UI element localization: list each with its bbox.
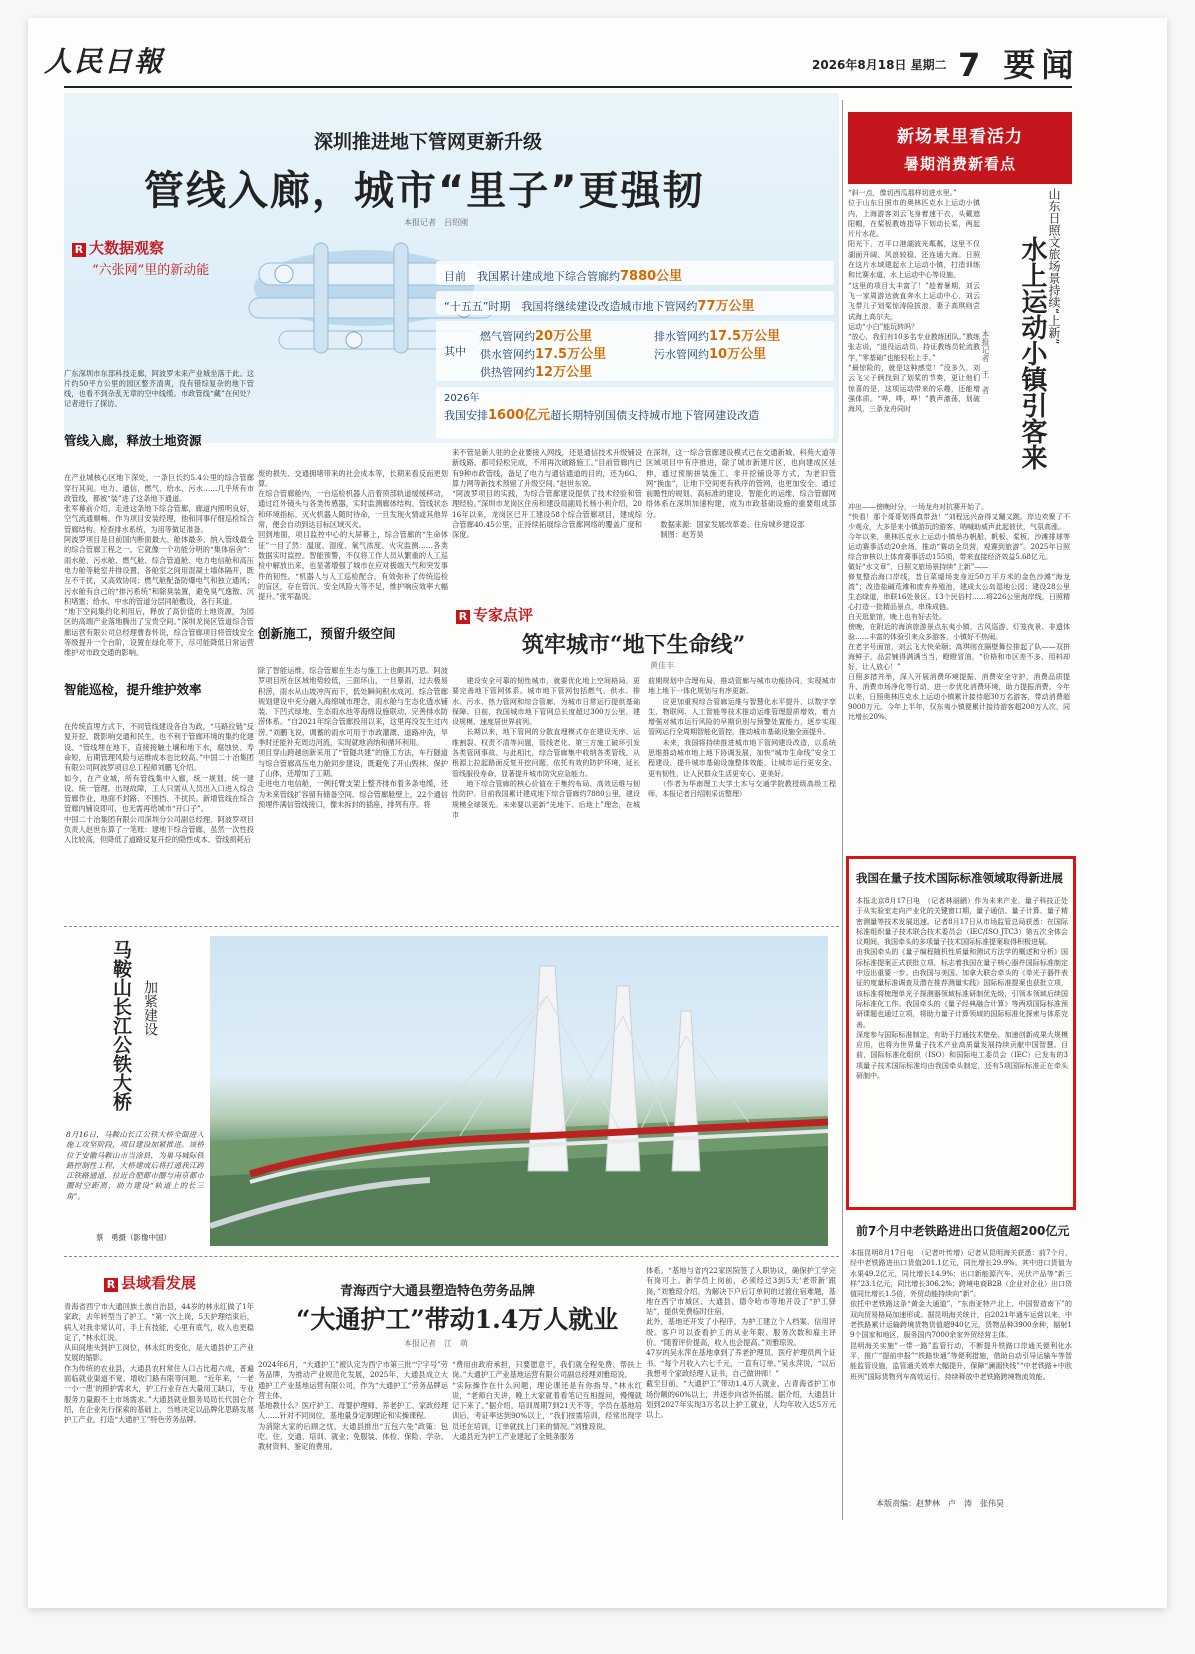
stat-gas: 燃气管网约20万公里 xyxy=(480,329,593,344)
sidebar-body-top: “斜一点，像切西瓜那样切进水里。” 位于山东日照市的奥林匹克水上运动小镇内，上海游客刘云飞身着速干衣，头戴遮阳帽，在桨板教练指导下划动长桨，两起片片水花。 阳光下，万平口港湖波光粼粼，这里不仅湖面开阔、风浪较稳，还连通大海。日照在这片水域建起水上运动小镇，打造训练和比赛水道、水上运动中心等设施。 “这里的项目太丰富了！”趁着暑期，刘云飞一家周游达就直奔水上运动中心，刘云飞带儿子划桨惊涛险拔浪，妻子高琪则尝试海上高尔夫。 运动“小白”能玩转吗？ “放心，我们有10多名专业教练团队。”教练张志说，“退役运动员、持证教练员轮流教学，”零基础”也能轻松上手。” “最惊险的，就是这种感觉！”没多久，刘云飞父子俩找到了划桨的节奏，更让他们惊喜的是，这项运动带来的乐趣，还能增强体质。“哗，哗，哗！”教声激荡，划破海风，三条龙舟同时 xyxy=(848,189,980,414)
section-heading: 创新施工，预留升级空间 xyxy=(258,626,396,642)
county-kicker: 青海西宁大通县塑造特色劳务品牌 xyxy=(340,1284,536,1299)
bridge-photo xyxy=(210,936,828,1246)
r-badge-icon: R xyxy=(104,1278,118,1292)
quantum-body: 本报北京8月17日电 （记者林丽鹂）作为未来产业，量子科技正处于从实验室走向产业化的关键窗口期，量子通信、量子计算、量子精密测量等技术发展迅速。记者8月17日从市场监管总局获悉：在国际标准组织量子技术联合技术委员会（IEC/ISO JTC3）第五次全体会议期间，我国牵头的多项量子技术国际标准提案取得积极进展。 由我国牵头的《量子编程随机性质量和测试方法学的概述和分析》国际标准提案正式获批立项，标志着我国在量子核心器件国际标准制定中迈出重要一步。由我国与美国、加拿大联合牵头的《单光子器件表征的度量标准调查及潜在推荐测量实践》国际标准提案也获批立项，该标准将梳理单光子探测器领域标准研制优先级，引领本领域后续国际标准化工作。我国牵头的《量子经典融合计算》等两项国际标准预研课题也通过立项，将助力量子计算领域的国际标准化探索与体系完善。 深度参与国际标准制定，有助于打通技术壁垒、加速创新成果大规模应用，也将为世界量子技术产业高质量发展持续贡献中国智慧。目前，国际标准化组织（ISO）和国际电工委员会（IEC）已发布的3项量子技术国际标准均由我国牵头制定，还有5项国际标准正在牵头研制中。 xyxy=(856,897,1068,1081)
expert-column-right: 前期规划中合理布局，推动管廊与城市功能协同，实现城市地上地下一体化规划与有序更新。 应更加重视综合管廊运维与智慧化水平提升，以数字孪生、物联网、人工智能等技术推动运维管理提质增效，着力增强对城市运行风险的早期识别与预警处置能力，逐步实现管网运行全周期智能化管控，推动城市基础设施全面提升。 未来，我国将持续推进城市地下管网建设改造，以系统思维推动城市地上地下协调发展，加快“城市生命线”安全工程建设，提升城市基础设施整体效能，让城市运行更安全、更有韧性，让人民群众生活更安心、更美好。 （作者为华南理工大学土木与交通学院教授级高级工程师，本报记者吕绍刚采访整理） xyxy=(648,677,836,799)
data-observation-label: R 大数据观察 xyxy=(72,237,164,258)
issue-date: 2026年8月18日 星期二 xyxy=(812,58,947,72)
stat-sewage: 污水管网约10万公里 xyxy=(654,347,767,362)
quantum-title: 我国在量子技术国际标准领域取得新进展 xyxy=(856,871,1063,885)
lead-column-2: 废的损失、交通拥堵带来的社会成本等，长期来看反而更划算。 在综合管廊舱内，一台巡检机器人沿着顶部轨道缓缓移动，通过红外镜头与各类传感器，实时监测廊体结构、管线状态和环境指标。灭火机器人随时待命，一旦发现火情或其他异常，便会自动到达目标区域灭火。 回到地面，项目监控中心的大屏幕上，综合管廊的“生命体征”一目了然：温度、湿度、氧气浓度、火灾监测……各类数据实时监控。智能预警，不仅将工作人员从繁重的人工巡检中解放出来，也显著增强了城市在应对极端天气和突发事件的韧性。“机器人与人工巡检配合，有效弥补了传统巡检的盲区，存在管沉、安全风险大等不足，维护响应效率大幅提升。”张军磊说。 创新施工，预留升级空间 除了智能运维，综合管廊在生态与施工上也颇具巧思。阿波罗项目所在区域地势较低，三面环山，一旦暴雨，过去极易积涝，雨水从山坡冲泻而下，低处瞬间积水成河。综合管廊规划建设中充分融入海绵城市理念，雨水舱与生态化透水铺装、下凹式绿地、生态雨水池等海绵设施联动，完善排水防涝体系。“自2021年综合管廊投用以来，这里再没发生过内涝。”刘鹏飞说，调蓄的雨水可用于市政灌溉、道路冲洗，旱季时还能补充周边河流，实现就地消纳和循环利用。 项目穿山跨越创新采用了“管隧共建”的施工方法，车行隧道与综合管廊高压电力舱同步建设，既避免了开山毁林、保护了山体，还增加了工期。 走进电力电信舱，一例托臂支架上整齐排布着多条电缆，还为未来管线扩容留有储备空间。综合管廊舱壁上，22个通信预埋件满信管线接口，像未拆封的插座，排列有序。将 xyxy=(258,468,448,809)
bridge-illustration xyxy=(210,936,828,1246)
photo-vertical-subtitle: 加紧建设 xyxy=(142,980,158,1036)
section-heading: 管线入廊，释放土地资源 xyxy=(64,433,202,449)
masthead-rule xyxy=(64,86,1072,88)
section-heading: 智能巡检，提升维护效率 xyxy=(64,682,202,698)
county-label: R 县域看发展 xyxy=(104,1272,196,1293)
r-badge-icon: R xyxy=(456,610,470,624)
page-label xyxy=(958,40,1079,86)
sidebar-vertical-kicker: 山东日照文旅场景持续“上新” xyxy=(1047,188,1061,345)
lead-column-4: 在深圳，这一综合管廊建设模式已在交通新城、科苑大道等区域项目中有序推进，除了城市新建片区，也向建成区延伸，通过预制拼装施工、非开挖铺设等方式，为老旧管网“换血”，让地下空间更有秩序的管网，也更加安全。通过前瞻性的规划、高标准的建设、智能化的运维，综合管廊网络体系在深圳加速构建，成为市政基础设施的重要组成部分。 数据来源：国家发展改革委、住房城乡建设部 制图：赵芳昊 xyxy=(646,448,836,540)
photo-credit: 蔡 勇摄（影像中国） xyxy=(96,1233,171,1242)
stat-drainage: 排水管网约17.5万公里 xyxy=(654,329,781,344)
data-observation-subtitle: “六张网”里的新动能 xyxy=(92,263,210,278)
photo-vertical-title: 马鞍山长江公铁大桥 xyxy=(110,940,132,1111)
county-title: “大通护工”带动1.4万人就业 xyxy=(296,1305,619,1334)
stat-plan: 2026年 我国安排1600亿元超长期特别国债支持城市地下管网建设改造 xyxy=(436,387,834,439)
county-column-4: 体系。“基地与省内22家医院签了入职协议，确保护工学完有岗可上。新学员上岗前，必须经过3到5天‘老带新’跟岗，”刘雅琼介绍。为解决下户后订单间的过渡住宿难题，基地在西宁市城区、大通县、德令哈市等地开设了“护工驿站”，提供免费临时住宿。 此外，基地还开发了小程序，为护工建立个人档案、信用评级。客户可以查看护工的从业年限、服务次数和雇主评价。“随着评价提高，收入也会提高。”刘雅琼说。 47岁的吴永萍在基地拿到了养老护理员、医疗护理员两个证书。“每个月收入六七千元，一直有订单。”吴永萍说，“以后我想考个家政经理人证书，自己做讲师！” 截至目前，“大通护工”带动1.4万人就业，占青海省护工市场份额的60%以上，并逐步向省外拓展。据介绍，大通县计划到2027年实现3万名以上护工就业，人均年收入达5万元以上。 xyxy=(646,1266,836,1420)
sidebar-banner: 新场景里看活力 暑期消费新看点 xyxy=(848,112,1072,184)
railway-title: 前7个月中老铁路进出口货值超200亿元 xyxy=(856,1224,1070,1238)
county-byline: 本报记者 江 萌 xyxy=(404,1339,468,1348)
photo-caption: 8月16日，马鞍山长江公铁大桥全面进入施工攻坚阶段，项目建设加紧推进。该桥位于安徽马鞍山市当涂县，为巢马城际铁路控制性工程，大桥建成后将打通我江跨江铁路通道，拉近合肥都市圈与南京都市圈时空距离，助力建设“轨道上的长三角”。 xyxy=(66,1130,204,1201)
lead-kicker: 深圳推进地下管网更新升级 xyxy=(314,131,543,153)
divider xyxy=(64,926,839,927)
railway-body: 本报昆明8月17日电 （记者叶传增）记者从昆明海关获悉：前7个月，经中老铁路进出口货值201.1亿元，同比增长29.9%。其中进口货值为水果49.2亿元，同比增长14.9%；出口新能源汽车、光伏产品等“新三样”23.1亿元，同比增长306.2%；跨境电商B2B（企业对企业）出口货值同比增长1.5倍，外贸动能持续向“新”。 依托中老铁路这条“黄金大通道”，“东南亚特产北上、中国智造南下”的双向贸易格局加速形成。据昆明海关统计，自2021年通车运营以来，中老铁路累计运输跨境货物货值超940亿元，货物品种3900余种，辐射19个国家和地区，服务国内7000余家外贸经营主体。 昆明海关实施“一带一路”监管行动，不断提升铁路口岸通关便利化水平，推广“提前申报”“铁路快通”等便利措施，借助自动引导运输车等智能监管设施，监管通关效率大幅提升，保障“澜湄快线”“中老铁路+中欧班列”国际货物列车高效运行，持续释放中老铁路跨境物流效能。 xyxy=(850,1249,1072,1381)
column-rule xyxy=(842,100,843,1520)
county-column-3: “费用由政府承担，只要愿意干，我们就全程免费、帮扶上岗。”大通护工产业基地运营有限公司副总经理刘雅琼说。 “实际操作在什么问题，理论课还是有你指导。”林永红说，“老师白天讲，晚上大家就着看笔记互相提问，慢慢就记下来了。”据介绍，培训周期7到21天不等，学员在基地培训后，考证率达到90%以上，“我们按需培训，经常出现学员还在培训，订单就找上门来的情况。”刘雅琼说。 大通县近为护工产业建起了全链条服务 xyxy=(452,1360,642,1442)
expert-label: R 专家点评 xyxy=(456,604,533,625)
lead-column-3: 来不管是新人驻的企业要接入网线，还是通信技术升级铺设新线路，都可轻松完成，不用再次破路施工。”目前管廊内已有9种市政管线，备足了电力与通信通道的目的，还为6G、算力网等新技术预留了升级空间。”赵世东说。 “阿波罗项目的实践，为综合管廊建设提供了技术经验和管理经验。”深圳市龙岗区住房和建设局副局长杨小利介绍，2016年以来，龙岗区已开工建设58个综合管廊项目，建成综合管廊40.45公里，正持续拓展综合管廊网络的覆盖广度和深度。 xyxy=(452,448,642,540)
stat-breakdown: 其中 燃气管网约20万公里 排水管网约17.5万公里 供水管网约17.5万公里 污水管网约10万公里 供热管网约12万公里 xyxy=(436,321,834,381)
sidebar-body-bottom: 冲出——傍晚时分，一场龙舟对抗赛开始了。 “快看！那个哥哥划得真带劲！”刘程远兴奋得又蹦又跳。岸边欢聚了不少观众，大多是来小镇游玩的游客，呐喊助威声此起彼伏，气氛高涨。 今年以来，奥林匹克水上运动小镇举办帆船、帆板、桨板、沙滩排球等运动赛事活动20余场，推动“赛动全员营，观赛到旅游”。2025年日照综合审核以上体育赛事活动155项，带来直接经济效益5.68亿元。 做好“水文章”，日照文旅场景持续“上新”—— 修复整治海口岸线，昔日菜墟场变身近50万平方米的金色沙滩“海龙湾”；改造盐碱荒滩和废弃养殖池，建成太公岛湿地公园；建设28公里生态绿道，串联16处景区、13个民俗村……将226公里海岸线，日照精心打造一批精品景点，串珠成链。 白天逛旅馆，晚上也有好去处。 傍晚，在附近的海滨旅游景点东夷小镇，古风巡游、灯笼夜景、非遗体验……丰富的体验引来众多游客，小镇好不热闹。 在老字号面馆，刘云飞大快朵颐；高琪则在隔壁舞位排起了队——双拼海鲜子，品尝铺得满满当当，瞪瞪冒油，“价格和市区差不多，用料却好，让人放心！” 日照多措并举，深入开展消费环境提振、消费安全守护、消费品质提升、消费市场净化等行动，进一步优化消费环境，助力提振消费。今年以来，日照奥林匹克水上运动小镇累计接待超30万名游客，带动消费超9000万元。今年上半年，仅东夷小镇便累计接待游客超200万人次，同比增长20%。 xyxy=(848,503,1070,721)
county-column-2: 2024年6月，“大通护工”被认定为西宁市第三批“宁字号”劳务品牌，为推动产业规范化发展，2025年，大通县成立大通护工产业基地运营有限公司，作为“大通护工”劳务品牌运营主体。 基地教什么？医疗护工、母婴护理师、养老护工、家政经理人……针对不同岗位，基地量身定制理论和实操课程。 为消除大家的后顾之忧，大通县推出“五包六免”政策：包吃、住、交通、培训、就业；免服装、体检、保险、学杂、教材资料、鉴定的费用。 xyxy=(258,1360,448,1452)
expert-title: 筑牢城市“地下生命线” xyxy=(522,632,746,658)
expert-author: 黄佳丰 xyxy=(650,661,674,670)
stat-row-2: “十五五”时期 我国将继续建设改造城市地下管网约77万公里 xyxy=(436,291,834,315)
sidebar-byline: 本报记者 王 者 xyxy=(981,330,990,394)
newspaper-logo: 人民日報 xyxy=(44,45,165,78)
page-number: 7 xyxy=(958,46,987,84)
stat-heating: 供热管网约12万公里 xyxy=(480,365,593,380)
page-editors: 本版责编：赵梦林 卢 涛 张伟昊 xyxy=(876,1499,1004,1508)
expert-column-left: 建设安全可靠的韧性城市，就要优化地上空间格局，更要完善地下管网体系。城市地下管网包括燃气、供水、排水、污水、热力管网和综合管廊，为城市日常运行提供基础保障。目前，我国城市地下管网总长度超过300万公里，建设规模、速度居世界前列。 长期以来，地下管网的分散直埋模式存在建设无序、运维割裂、权责不清等问题，管线老化、第三方施工破坏引发各类管网事故。与此相比，综合管廊集中收纳各类管线，从根源上拉起路面反复开挖问题，依托有效的防护环境，延长管线服役寿命，显著提升城市防灾应急能力。 地下综合管廊的核心价值在于集约布局、高效运维与韧性防护。目前我国累计建成地下综合管廊约7880公里，建设规模全球领先。未来要以更新“先地下、后地上”理念，在城市 xyxy=(452,677,640,819)
lead-title: 管线入廊，城市“里子”更强韧 xyxy=(144,168,705,214)
divider xyxy=(64,1256,839,1257)
county-column-1: 青海省西宁市大通回族土族自治县，44岁的林永红做了1年家政，去年转型当了护工。“第一次上岗，5天护理结束后，病人对我非常认可。手上有技能，心里有底气，收入也更稳定了，”林永红说。 从田间地头到护工岗位，林永红的变化，是大通县护工产业发展的缩影。 作为传统的农业县，大通县农村常住人口占比超六成，普遍面临就业渠道不宽、增收门路有限等问题。“近年来，‘一老一小一患’的照护需求大，护工行业存在大量用工缺口，专业服务力量跟不上市场需求。”大通县就业服务局局长代国仑介绍，在企业先行探索的基础上，当地决定以品牌化思路发展护工产业，打造“大通护工”特色劳务品牌。 xyxy=(64,1302,254,1425)
stat-water: 供水管网约17.5万公里 xyxy=(480,347,607,362)
stat-row-1: 目前 我国累计建成地下综合管廊约7880公里 xyxy=(436,261,834,285)
lead-byline: 本报记者 吕绍刚 xyxy=(404,218,468,227)
sidebar-vertical-title: 水上运动小镇引客来 xyxy=(1017,236,1047,470)
lead-column-1: 广东深圳市东部科技走廊，阿波罗未来产业城坐落于此。这片约50平方公里的园区整齐清爽，没有错综复杂的地下管线，也看不到杂乱无章的空中线缆。市政管线“藏”在何处？记者进行了探访。 管线入廊，释放土地资源 在产业城核心区地下深处，一条巨长约5.4公里的综合管廊穿行其间。电力、通信、燃气、给水、污水……几乎所有市政管线，都被“装”进了这条地下通道。 张军幕前介绍，走进这条地下综合管廊，廊道内照明良好，空气流通顺畅。作为项目安装经理，他和同事仔细巡检综合管廊结构、检查排水系统，为用等做足准备。 阿波罗项目是目前国内断面最大、舱体最多、纳入管线最全的综合管廊工程之一。它就像一个功能分明的“集体宿舍”：雨水舱、污水舱、燃气舱、综合管道舱、电力电信舱和高压电力舱等舱室并排设置，各舱室之间用混凝土墙体隔开，既互不干扰，又高效协同；燃气舱配备防爆电气和独立通风；污水舱有自己的“排污系统”和除臭装置，避免臭气逸散、沉积堵塞；给水、中水的管道分层同舱敷设，各行其道。 “地下空间集约化利用后，释放了高价值的土地资源，为园区的高端产业落地腾出了宝贵空间。”深圳龙岗区管道综合管廊运营有限公司总经理曹春怀说，综合管廊项目将管线安全等级提升一个台阶，设置在绿化带下，尽可能降低日常运营维护对市政交通的影响。 智能巡检，提升维护效率 在传统直埋方式下，不同管线建设各自为政，“马路拉链”反复开挖，既影响交通和民生，也不利于管廊环境的集约化建设。“管线埋在地下，直接接触土壤和地下水，腐蚀快、寿命短，后期管理风险与运维成本也比较高。”中国二十冶集团有限公司阿波罗项目总工程师刘鹏飞介绍。 如今，在产业城，所有管线集中入廊，统一规划、统一建设、统一管理。出现故障，工人只需从人员出入口进入综合管廊作业，地面不封路、不围挡、不扰民。新增管线在综合管廊内铺设即可，也无需再给城市“开口子”。 中国二十冶集团有限公司深圳分公司副总经理、阿波罗项目负责人赵世东算了一笔账：建地下综合管廊，虽然一次性投入比较高，但降低了道路反复开挖的隐性成本、管线损耗后 xyxy=(64,368,254,845)
page-section: 要闻 xyxy=(1003,46,1080,84)
r-badge-icon: R xyxy=(72,243,86,257)
